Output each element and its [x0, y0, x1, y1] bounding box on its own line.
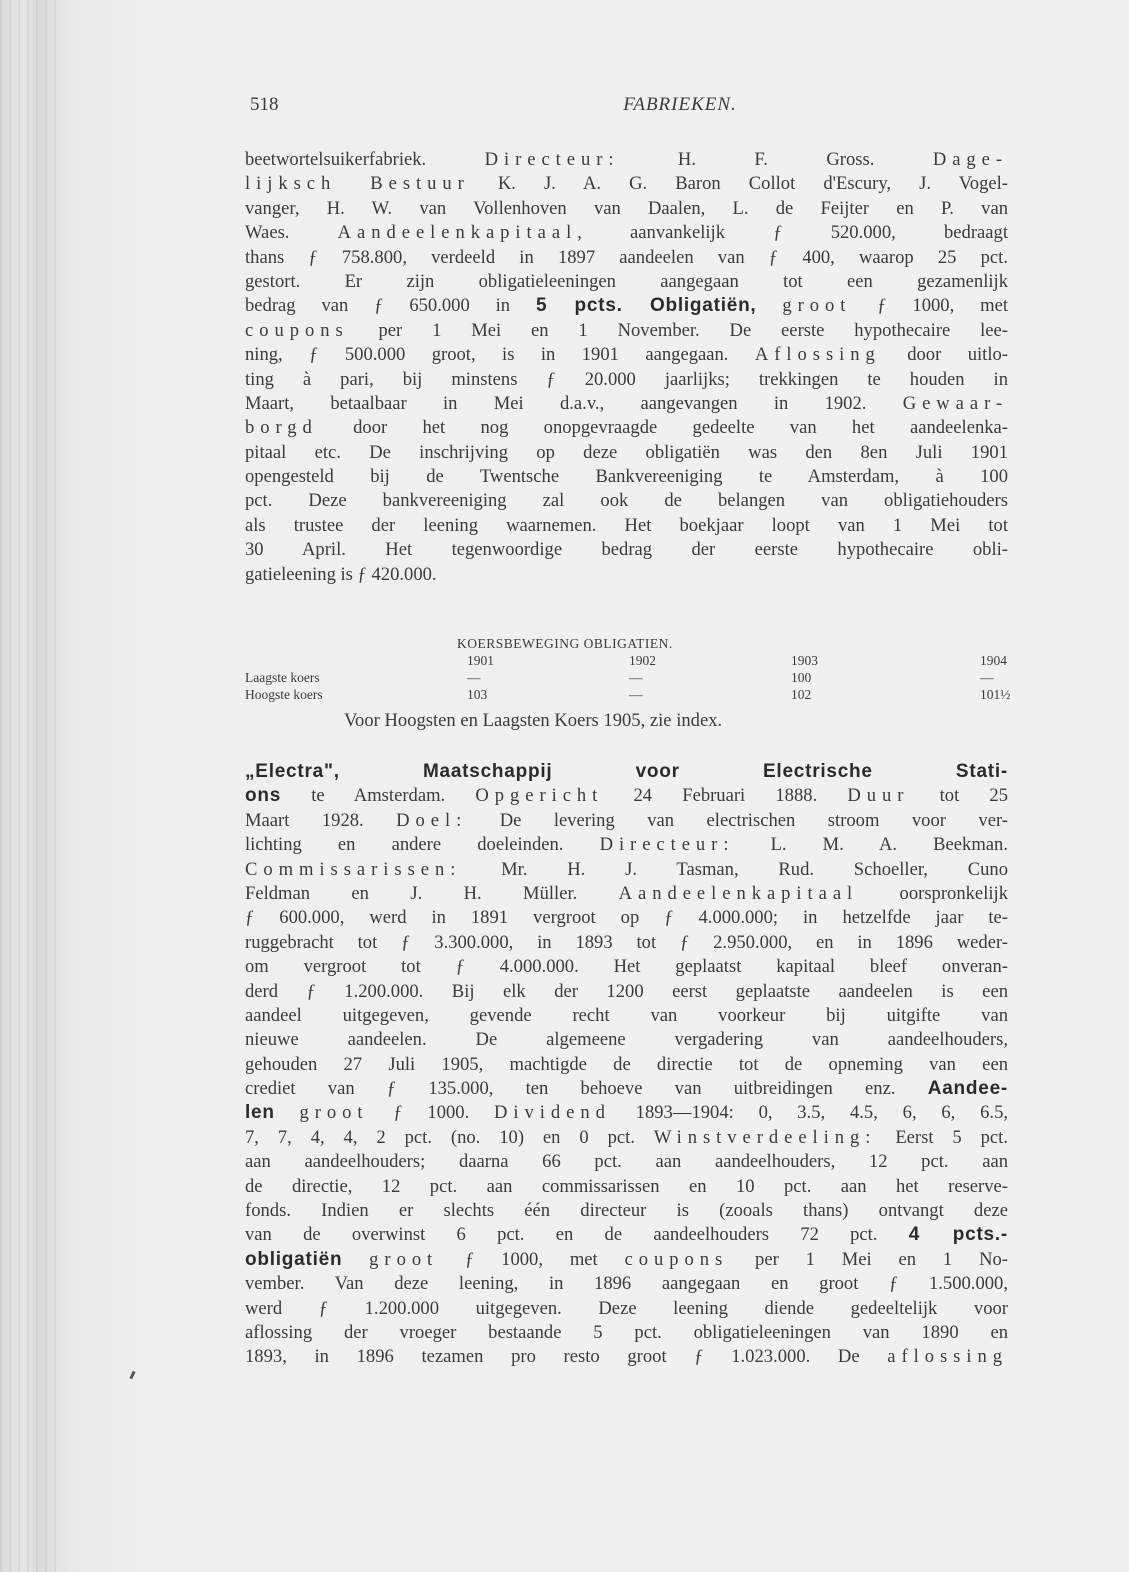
- spaced-keyword: groot: [369, 1248, 439, 1270]
- spaced-keyword: Aflossing: [754, 344, 881, 366]
- text-run: vanger, H. W. van Vollenhoven van Daalen, L. de Feijter en P. van: [245, 197, 1008, 219]
- text-line: [245, 858, 1008, 882]
- text-run: gehouden 27 Juli 1905, machtigde de directie tot de opneming van een: [245, 1053, 1008, 1075]
- text-line: [245, 343, 1008, 367]
- text-line: [245, 1150, 1008, 1174]
- text-run: door uitlo-: [880, 344, 1008, 366]
- text-run: ƒ 1000, met: [851, 295, 1008, 317]
- text-run: pitaal etc. De inschrijving op deze obligatiën was den 8en Juli 1901: [245, 441, 1008, 463]
- text-line: [245, 368, 1008, 392]
- text-line: [245, 270, 1008, 294]
- row-label: Laagste koers: [245, 670, 320, 685]
- text-line: [245, 416, 1008, 440]
- cell: 103: [467, 687, 488, 702]
- text-line: [245, 1199, 1008, 1223]
- spaced-keyword: Duur: [847, 785, 910, 807]
- text-line: [245, 172, 1008, 196]
- text-line: [245, 1248, 1008, 1272]
- text-run: [275, 1102, 300, 1123]
- text-line: [245, 148, 1008, 172]
- text-run: De levering van electrischen stroom voor ver-: [467, 809, 1008, 831]
- text-run: om vergroot tot ƒ 4.000.000. Het geplaatst kapitaal bleef onveran-: [245, 956, 1008, 978]
- text-line: [245, 563, 1008, 587]
- text-line: [245, 1126, 1008, 1150]
- table-note: Voor Hoogsten en Laagsten Koers 1905, zie index.: [344, 710, 723, 731]
- text-run: Mr. H. J. Tasman, Rud. Schoeller, Cuno: [461, 858, 1008, 880]
- text-run: vember. Van deze leening, in 1896 aangegaan en groot ƒ 1.500.000,: [245, 1273, 1008, 1295]
- text-line: [245, 538, 1008, 562]
- spaced-keyword: aflossing: [887, 1346, 1008, 1368]
- paragraph-electra: [245, 760, 1008, 1370]
- text-line: [245, 197, 1008, 221]
- text-run: Waes.: [245, 222, 338, 244]
- text-run: tot 25: [909, 785, 1008, 807]
- running-head: FABRIEKEN.: [623, 94, 737, 115]
- paragraph-beetwortelsuikerfabriek: [245, 148, 1008, 587]
- text-run: Feldman en J. H. Müller.: [245, 882, 619, 904]
- text-run: H. F. Gross.: [619, 149, 933, 170]
- text-run: pct. Deze bankvereeniging zal ook de belangen van obligatiehouders: [245, 490, 1008, 512]
- spaced-keyword: borgd: [245, 417, 318, 439]
- text-line: [245, 906, 1008, 930]
- spaced-keyword: Dage-: [932, 149, 1008, 170]
- text-run: gestort. Er zijn obligatieleeningen aangegaan tot een gezamenlijk: [245, 270, 1008, 292]
- text-run: te Amsterdam.: [281, 785, 476, 807]
- spaced-keyword: Winstverdeeling:: [653, 1126, 877, 1148]
- page-binding-edge: [0, 0, 60, 1572]
- text-line: [245, 931, 1008, 955]
- spaced-keyword: Doel:: [396, 809, 468, 831]
- text-run: per 1 Mei en 1 No-: [728, 1248, 1008, 1270]
- bold-heading: Aandee-: [927, 1078, 1008, 1100]
- table-header-row: [245, 653, 1015, 669]
- bold-heading: obligatiën: [245, 1248, 343, 1270]
- text-run: per 1 Mei en 1 November. De eerste hypothecaire lee-: [348, 319, 1008, 341]
- text-run: van de overwinst 6 pct. en de aandeelhouders 72 pct.: [245, 1224, 909, 1246]
- text-line: [245, 246, 1008, 270]
- text-run: Maart, betaalbaar in Mei d.a.v., aangevangen in 1902.: [245, 392, 903, 414]
- text-run: ruggebracht tot ƒ 3.300.000, in 1893 tot ƒ 2.950.000, en in 1896 weder-: [245, 931, 1008, 953]
- spaced-keyword: coupons: [624, 1248, 729, 1270]
- spaced-keyword: groot: [782, 295, 852, 317]
- text-run: thans ƒ 758.800, verdeeld in 1897 aandeelen van ƒ 400, waarop 25 pct.: [245, 246, 1008, 268]
- table-title: KOERSBEWEGING OBLIGATIEN.: [457, 636, 673, 651]
- spaced-keyword: Directeur:: [484, 149, 620, 170]
- text-run: oorspronkelijk: [858, 882, 1008, 904]
- spaced-keyword: Aandeelenkapitaal: [618, 882, 859, 904]
- text-run: aflossing der vroeger bestaande 5 pct. obligatieleeningen van 1890 en: [245, 1321, 1008, 1343]
- text-run: door het nog onopgevraagde gedeelte van het aandeelenka-: [317, 417, 1008, 439]
- bold-heading: ons: [245, 785, 282, 807]
- spaced-keyword: groot: [299, 1102, 369, 1124]
- text-run: 24 Februari 1888.: [603, 785, 848, 807]
- text-run: nieuwe aandeelen. De algemeene vergadering van aandeelhouders,: [245, 1029, 1008, 1051]
- text-run: de directie, 12 pct. aan commissarissen en 10 pct. aan het reserve-: [245, 1175, 1008, 1197]
- text-run: crediet van ƒ 135.000, ten behoeve van uitbreidingen enz.: [245, 1078, 928, 1100]
- text-line: [245, 514, 1008, 538]
- text-run: ƒ 1000.: [368, 1102, 495, 1124]
- text-line: [245, 1101, 1008, 1125]
- text-run: gatieleening is ƒ 420.000.: [245, 563, 437, 585]
- text-run: aan aandeelhouders; daarna 66 pct. aan aandeelhouders, 12 pct. aan: [245, 1151, 1008, 1173]
- text-run: 7, 7, 4, 4, 2 pct. (no. 10) en 0 pct.: [245, 1126, 654, 1148]
- text-run: [756, 295, 782, 316]
- text-run: K. J. A. G. Baron Collot d'Escury, J. Vogel-: [469, 173, 1008, 195]
- cell: 101½: [980, 687, 1011, 702]
- text-run: 30 April. Het tegenwoordige bedrag der eerste hypothecaire obli-: [245, 539, 1008, 561]
- text-line: [245, 1028, 1008, 1052]
- text-run: ning, ƒ 500.000 groot, is in 1901 aangegaan.: [245, 344, 755, 366]
- text-line: [245, 294, 1008, 318]
- text-run: opengesteld bij de Twentsche Bankvereeniging te Amsterdam, à 100: [245, 466, 1008, 488]
- text-line: [245, 221, 1008, 245]
- row-label: Hoogste koers: [245, 687, 323, 702]
- cell: —: [629, 670, 643, 685]
- spaced-keyword: lijksch Bestuur: [245, 173, 470, 195]
- text-run: 1893, in 1896 tezamen pro resto groot ƒ 1.023.000. De: [245, 1346, 888, 1368]
- cell: 100: [791, 670, 812, 685]
- text-run: aandeel uitgegeven, gevende recht van voorkeur bij uitgifte van: [245, 1004, 1008, 1026]
- year-header: 1901: [467, 653, 494, 668]
- ink-speck: [129, 1371, 135, 1380]
- bold-heading: „Electra", Maatschappij voor Electrische Stati-: [245, 761, 1008, 782]
- text-run: lichting en andere doeleinden.: [245, 834, 600, 856]
- spaced-keyword: coupons: [245, 319, 349, 341]
- cell: —: [467, 670, 481, 685]
- text-run: [342, 1249, 369, 1270]
- year-header: 1903: [791, 653, 818, 668]
- bold-heading: len: [245, 1102, 275, 1124]
- bold-heading: 4 pcts.-: [908, 1224, 1008, 1246]
- text-run: ƒ 1000, met: [438, 1248, 625, 1270]
- text-line: [245, 1297, 1008, 1321]
- text-line: [245, 760, 1008, 784]
- text-run: Eerst 5 pct.: [876, 1126, 1008, 1148]
- text-line: [245, 392, 1008, 416]
- cell: 102: [791, 687, 812, 702]
- spaced-keyword: Aandeelenkapitaal: [337, 222, 578, 244]
- text-run: beetwortelsuikerfabriek.: [245, 149, 485, 170]
- text-line: [245, 882, 1008, 906]
- text-line: [245, 1053, 1008, 1077]
- text-run: L. M. A. Beekman.: [734, 834, 1008, 856]
- year-header: 1902: [629, 653, 656, 668]
- text-run: fonds. Indien er slechts één directeur is (zooals thans) ontvangt deze: [245, 1200, 1008, 1222]
- text-run: , aanvankelijk ƒ 520.000, bedraagt: [577, 222, 1008, 244]
- cell: —: [629, 687, 643, 702]
- text-run: 1893—1904: 0, 3.5, 4.5, 6, 6, 6.5,: [610, 1102, 1008, 1124]
- table-row: [245, 687, 1015, 703]
- text-line: [245, 1004, 1008, 1028]
- cell: —: [980, 670, 994, 685]
- text-line: [245, 784, 1008, 808]
- spaced-keyword: Opgericht: [475, 785, 604, 807]
- bold-heading: 5 pcts. Obligatiën,: [535, 295, 757, 317]
- spaced-keyword: Dividend: [494, 1102, 611, 1124]
- text-line: [245, 489, 1008, 513]
- text-line: [245, 1077, 1008, 1101]
- text-line: [245, 465, 1008, 489]
- text-run: derd ƒ 1.200.000. Bij elk der 1200 eerst geplaatste aandeelen is een: [245, 980, 1008, 1002]
- spaced-keyword: Directeur:: [599, 834, 735, 856]
- text-line: [245, 441, 1008, 465]
- text-run: ƒ 600.000, werd in 1891 vergroot op ƒ 4.000.000; in hetzelfde jaar te-: [245, 907, 1008, 929]
- text-run: bedrag van ƒ 650.000 in: [245, 295, 536, 317]
- table-row: [245, 670, 1015, 686]
- text-line: [245, 1321, 1008, 1345]
- text-line: [245, 833, 1008, 857]
- text-run: als trustee der leening waarnemen. Het boekjaar loopt van 1 Mei tot: [245, 514, 1008, 536]
- page-number: 518: [250, 94, 279, 115]
- spaced-keyword: Commissarissen:: [245, 858, 462, 880]
- spaced-keyword: Gewaar-: [902, 392, 1008, 414]
- text-line: [245, 1272, 1008, 1296]
- text-run: ting à pari, bij minstens ƒ 20.000 jaarlijks; trekkingen te houden in: [245, 368, 1008, 390]
- text-line: [245, 809, 1008, 833]
- text-run: Maart 1928.: [245, 809, 397, 831]
- text-run: werd ƒ 1.200.000 uitgegeven. Deze leening diende gedeeltelijk voor: [245, 1297, 1008, 1319]
- text-line: [245, 980, 1008, 1004]
- text-line: [245, 1223, 1008, 1247]
- text-line: [245, 955, 1008, 979]
- text-line: [245, 319, 1008, 343]
- text-line: [245, 1345, 1008, 1369]
- year-header: 1904: [980, 653, 1007, 668]
- text-line: [245, 1175, 1008, 1199]
